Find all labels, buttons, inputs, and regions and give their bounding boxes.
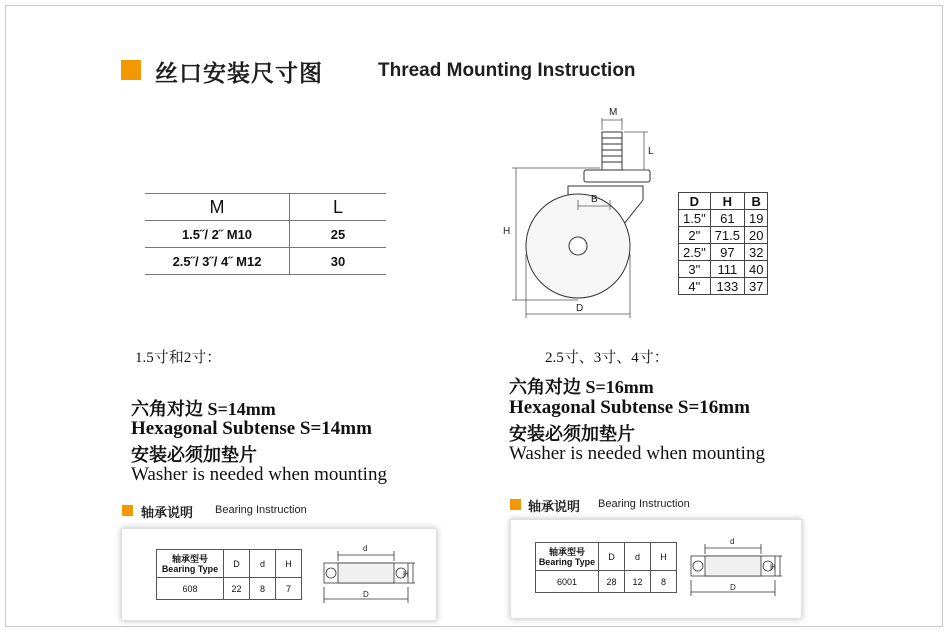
bearing-title-en: Bearing Instruction <box>215 504 307 516</box>
cell: 2" <box>679 227 711 244</box>
header-d: D <box>599 543 625 571</box>
bearing-panel-right <box>510 519 802 619</box>
cell: 40 <box>745 261 768 278</box>
bearing-table-left <box>156 549 302 600</box>
l-header: L <box>290 194 387 221</box>
header-small-d: d <box>250 550 276 578</box>
cell: 71.5 <box>710 227 744 244</box>
right-size-label: 2.5寸、3寸、4寸： <box>545 350 669 366</box>
cell: 19 <box>745 210 768 227</box>
m-header: M <box>145 194 290 221</box>
header-d: D <box>679 193 711 210</box>
bearing-diagram-left <box>318 539 418 614</box>
cell: 1.5" <box>679 210 711 227</box>
title-english: Thread Mounting Instruction <box>378 60 636 81</box>
value-d: 22 <box>224 578 250 600</box>
dim-label-d: d <box>363 544 368 553</box>
value-h: 7 <box>276 578 302 600</box>
bearing-title-en: Bearing Instruction <box>598 498 690 510</box>
l-cell: 25 <box>290 221 387 248</box>
left-washer-en: Washer is needed when mounting <box>131 464 387 485</box>
m-cell: 2.5˝/ 3˝/ 4˝ M12 <box>145 248 290 275</box>
cell: 3" <box>679 261 711 278</box>
section-square-icon <box>510 499 521 510</box>
dim-label-D: D <box>730 583 736 592</box>
dim-label-d: d <box>730 537 735 546</box>
right-washer-zh: 安装必须加垫片 <box>509 424 635 444</box>
section-square-icon <box>122 505 133 516</box>
value-small-d: 8 <box>250 578 276 600</box>
cell: 111 <box>710 261 744 278</box>
right-hex-zh: 六角对边 S=16mm <box>509 377 654 397</box>
title-square-icon <box>121 60 141 80</box>
left-hex-en: Hexagonal Subtense S=14mm <box>131 418 372 439</box>
bearing-table-right <box>535 542 677 593</box>
left-hex-zh: 六角对边 S=14mm <box>131 399 276 419</box>
bearing-title-zh: 轴承说明 <box>141 506 194 521</box>
bearing-title-zh: 轴承说明 <box>528 500 581 515</box>
bearing-model: 608 <box>157 578 224 600</box>
header-small-d: d <box>625 543 651 571</box>
bearing-panel-left <box>121 528 437 621</box>
header-b: B <box>745 193 768 210</box>
bearing-type-zh: 轴承型号 <box>548 546 585 557</box>
dim-label-h: H <box>503 226 511 237</box>
bearing-type-en: Bearing Type <box>538 556 596 567</box>
dim-label-l: L <box>648 146 654 157</box>
left-washer-zh: 安装必须加垫片 <box>131 445 257 465</box>
right-hex-en: Hexagonal Subtense S=16mm <box>509 397 750 418</box>
dim-label-b: B <box>591 194 598 205</box>
cell: 4" <box>679 278 711 295</box>
value-d: 28 <box>599 571 625 593</box>
value-small-d: 12 <box>625 571 651 593</box>
right-washer-en: Washer is needed when mounting <box>509 443 765 464</box>
dim-label-m: M <box>609 107 618 118</box>
bearing-diagram-right <box>685 534 785 609</box>
header-h: H <box>276 550 302 578</box>
l-cell: 30 <box>290 248 387 275</box>
bearing-inner <box>338 563 394 583</box>
bearing-type-header <box>157 550 224 578</box>
top-plate <box>584 170 650 182</box>
caster-drawing <box>498 104 668 322</box>
dim-label-H: H <box>770 563 776 572</box>
bearing-type-header <box>536 543 599 571</box>
left-size-label: 1.5寸和2寸： <box>135 350 222 366</box>
bearing-type-en: Bearing Type <box>161 563 219 574</box>
cell: 97 <box>710 244 744 261</box>
header-h: H <box>710 193 744 210</box>
cell: 2.5" <box>679 244 711 261</box>
cell: 20 <box>745 227 768 244</box>
bearing-inner <box>705 556 761 576</box>
cell: 133 <box>710 278 744 295</box>
m-cell: 1.5˝/ 2˝ M10 <box>145 221 290 248</box>
header-h: H <box>651 543 677 571</box>
header-d: D <box>224 550 250 578</box>
bearing-model: 6001 <box>536 571 599 593</box>
bearing-type-zh: 轴承型号 <box>171 553 208 564</box>
cell: 61 <box>710 210 744 227</box>
dim-label-H: H <box>403 570 409 579</box>
dim-label-D: D <box>363 590 369 599</box>
dhb-table <box>678 192 768 295</box>
cell: 37 <box>745 278 768 295</box>
value-h: 8 <box>651 571 677 593</box>
dim-label-d: D <box>576 303 584 314</box>
wheel-hub <box>569 237 587 255</box>
title-chinese: 丝口安装尺寸图 <box>155 61 323 87</box>
m-l-table <box>145 193 386 275</box>
cell: 32 <box>745 244 768 261</box>
